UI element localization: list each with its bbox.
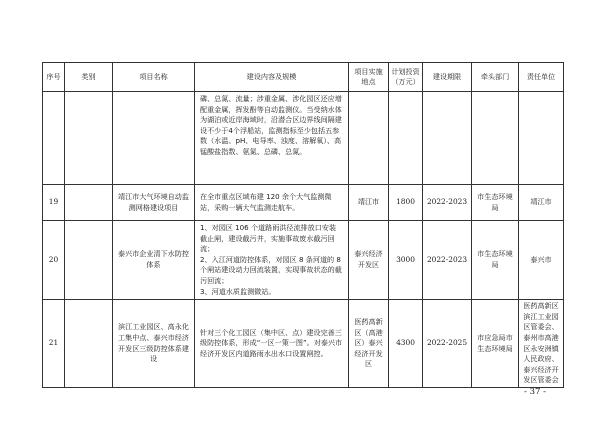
cell-lead-dept: [472, 92, 519, 185]
header-category: 类别: [65, 63, 113, 92]
cell-responsible: 泰兴市: [519, 221, 564, 300]
cell-responsible: 医药高新区滨江工业园区管委会、泰州市高港区永安洲镇人民政府、泰兴经济开发区管委会: [519, 300, 564, 388]
cell-period: [423, 92, 472, 185]
cell-period: 2022-2023: [423, 185, 472, 221]
header-lead-dept: 牵头部门: [472, 63, 519, 92]
cell-project-name: 滨江工业园区、高永化工集中点、泰兴市经济开发区三级防控体系建设: [113, 300, 195, 388]
header-index: 序号: [43, 63, 65, 92]
table-row: [43, 221, 564, 300]
table-header-row: [43, 63, 564, 92]
cell-category: [65, 92, 113, 185]
cell-lead-dept: 市生态环境局: [472, 221, 519, 300]
cell-index: [43, 92, 65, 185]
cell-category: [65, 185, 113, 221]
cell-index: 21: [43, 300, 65, 388]
cell-category: [65, 221, 113, 300]
cell-investment: 3000: [389, 221, 423, 300]
cell-index: 20: [43, 221, 65, 300]
cell-location: [349, 92, 389, 185]
header-location: 项目实施地点: [349, 63, 389, 92]
cell-lead-dept: 市应急局市生态环境局: [472, 300, 519, 388]
cell-project-name: 靖江市大气环境自动监测网格建设项目: [113, 185, 195, 221]
cell-index: 19: [43, 185, 65, 221]
project-table: [42, 62, 564, 388]
cell-responsible: [519, 92, 564, 185]
cell-content: 在全市重点区域布建 120 余个大气监测微站，采购一辆大气监测走航车。: [195, 185, 349, 221]
cell-responsible: 靖江市: [519, 185, 564, 221]
header-investment: 计划投资（万元）: [389, 63, 423, 92]
cell-location: 医药高新区（高港区）泰兴经济开发区: [349, 300, 389, 388]
cell-location: 泰兴经济开发区: [349, 221, 389, 300]
cell-location: 靖江市: [349, 185, 389, 221]
header-period: 建设期限: [423, 63, 472, 92]
cell-project-name: 泰兴市企业清下水防控体系: [113, 221, 195, 300]
cell-investment: 1800: [389, 185, 423, 221]
cell-project-name: [113, 92, 195, 185]
cell-content: 磷、总氮、流量；涉重金属、涉化园区还应增配重金属，挥发酚等自动监测仪。当受纳水体为湖泊或近岸海域时，沿潜合区边界线间隔建设不少于4个浮船站，监测指标至少包括五参数（水温、pH、电导率、浊度、溶解氧）、高锰酸盐指数、氨氮、总磷、总氮。: [195, 92, 349, 185]
cell-content: 针对三个化工园区（集中区、点）建设完善三级防控体系，形成“一区一策一图”。对泰兴市经济开发区内道路雨水出水口设置闸控。: [195, 300, 349, 388]
cell-period: 2022-2023: [423, 221, 472, 300]
page-number: - 37 -: [524, 387, 546, 397]
header-content: 建设内容及规模: [195, 63, 349, 92]
table-row-continued: [43, 92, 564, 185]
cell-investment: 4300: [389, 300, 423, 388]
cell-content: 1、对园区 106 个道路雨洪径流排放口安装截止闸，建设截污井，实施事故废水截污回流； 2、入江河道防控体系，对园区 8 条河道的 8 个闸站建设动力回流装置，实现事故状态的截污回流； 3、河道水质监测微站。: [195, 221, 349, 300]
cell-investment: [389, 92, 423, 185]
cell-lead-dept: 市生态环境局: [472, 185, 519, 221]
header-project-name: 项目名称: [113, 63, 195, 92]
header-responsible: 责任单位: [519, 63, 564, 92]
table-row: [43, 185, 564, 221]
table-row: [43, 300, 564, 388]
cell-category: [65, 300, 113, 388]
cell-period: 2022-2025: [423, 300, 472, 388]
